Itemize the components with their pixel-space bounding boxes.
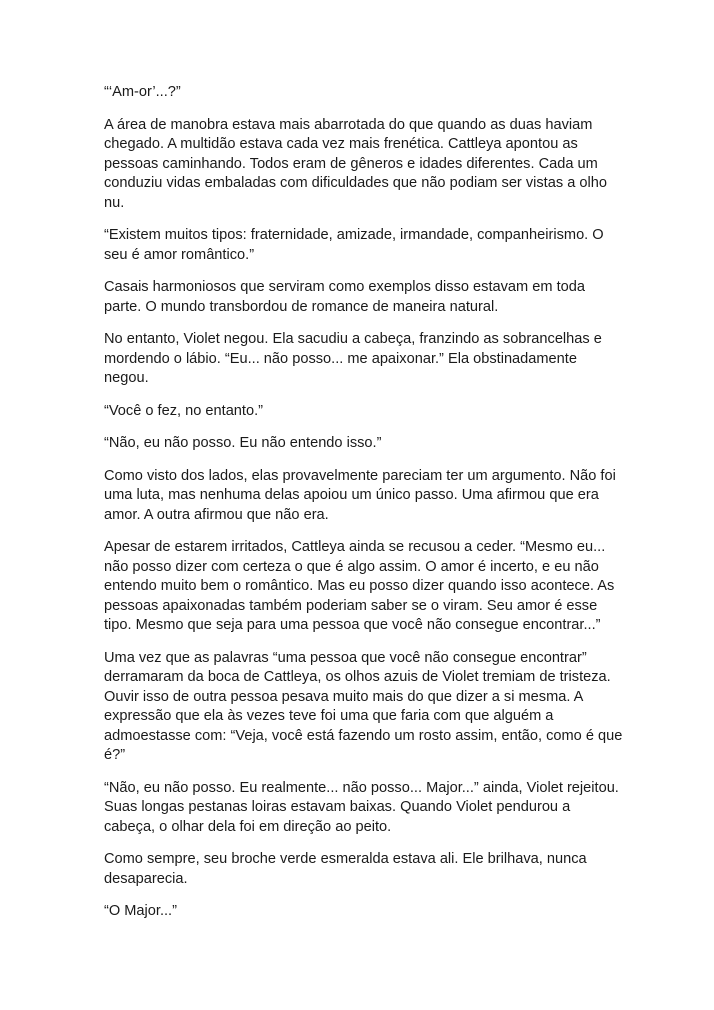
paragraph: No entanto, Violet negou. Ela sacudiu a cabeça, franzindo as sobrancelhas e mordendo o lábio. “Eu... não posso... me apaixonar.” Ela obstinadamente negou. (104, 331, 602, 386)
document-body (104, 83, 624, 935)
paragraph: Uma vez que as palavras “uma pessoa que você não consegue encontrar” derramaram da boca de Cattleya, os olhos azuis de Violet tremiam de tristeza. Ouvir isso de outra pessoa pesava muito mais do que dizer a si mesma. A expressão que ela às vezes teve foi uma que faria com que alguém a admoestasse com: “Veja, você está fazendo um rosto assim, então, como é que é?” (104, 649, 623, 763)
paragraph: Como sempre, seu broche verde esmeralda estava ali. Ele brilhava, nunca desaparecia. (104, 851, 587, 887)
paragraph: Como visto dos lados, elas provavelmente pareciam ter um argumento. Não foi uma luta, mas nenhuma delas apoiou um único passo. Uma afirmou que era amor. A outra afirmou que não era. (104, 467, 616, 523)
paragraph: “Existem muitos tipos: fraternidade, amizade, irmandade, companheirismo. O seu é amor romântico.” (104, 227, 604, 263)
paragraph: “Você o fez, no entanto.” (104, 402, 264, 419)
paragraph: “‘Am-or’...?” (104, 84, 181, 100)
paragraph: “O Major...” (104, 903, 177, 919)
paragraph: A área de manobra estava mais abarrotada do que quando as duas haviam chegado. A multidão estava cada vez mais frenética. Cattleya apontou as pessoas caminhando. Todos eram de gêneros e idades diferentes. Cada um conduziu vidas embaladas com dificuldades que não podiam ser vistas a olho nu. (104, 116, 607, 211)
paragraph: “Não, eu não posso. Eu realmente... não posso... Major...” ainda, Violet rejeitou. Suas longas pestanas loiras estavam baixas. Quando Violet pendurou a cabeça, o olhar dela foi em direção ao peito. (104, 779, 619, 835)
paragraph: “Não, eu não posso. Eu não entendo isso.” (104, 435, 382, 451)
paragraph: Apesar de estarem irritados, Cattleya ainda se recusou a ceder. “Mesmo eu... não posso dizer com certeza o que é algo assim. O amor é incerto, e eu não entendo muito bem o romântico. Mas eu posso dizer quando isso acontece. As pessoas apaixonadas também poderiam saber se o viram. Seu amor é esse tipo. Mesmo que seja para uma pessoa que você não consegue encontrar...” (104, 539, 615, 633)
paragraph: Casais harmoniosos que serviram como exemplos disso estavam em toda parte. O mundo transbordou de romance de maneira natural. (104, 279, 585, 315)
